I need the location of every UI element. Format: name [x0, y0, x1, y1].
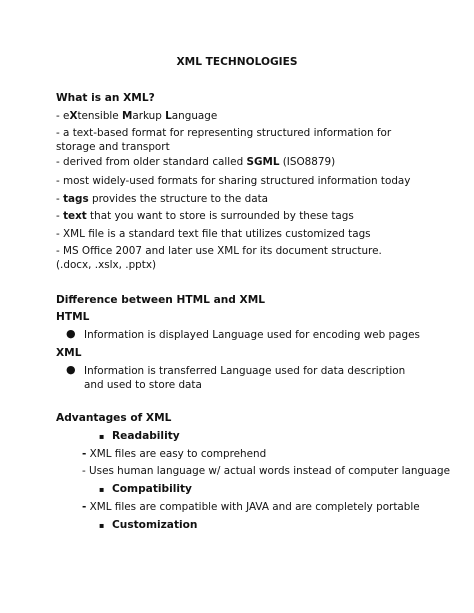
compatibility-point-1 [82, 500, 420, 514]
line-text: that you want to store is surrounded by these tags [86, 210, 354, 222]
readability-point-1 [82, 447, 266, 461]
bullet-icon: ● [66, 327, 76, 340]
definition-text: arkup [132, 110, 166, 122]
bold-term-tags: tags [63, 193, 89, 205]
document-title: XML TECHNOLOGIES [176, 56, 298, 68]
line-text: XML files are easy to comprehend [86, 448, 267, 460]
html-label: HTML [56, 311, 90, 323]
bold-term-text: text [63, 210, 87, 222]
bullet-icon: ● [66, 363, 76, 376]
definition-line [56, 109, 217, 123]
definition-letter-l: L [165, 110, 172, 122]
line-text: XML files are compatible with JAVA and are completely portable [86, 501, 420, 513]
definition-letter-x: X [69, 110, 78, 122]
line-text: (ISO8879) [279, 156, 336, 168]
section-heading-what-is-xml: What is an XML? [56, 92, 155, 104]
line-text: - derived from older standard called [56, 156, 247, 168]
definition-text: - e [56, 110, 70, 122]
bullet-icon: ▪ [99, 432, 105, 441]
html-bullet-text: Information is displayed Language used for encoding web pages [84, 329, 420, 341]
definition-text: anguage [171, 110, 218, 122]
xml-label: XML [56, 347, 82, 359]
xml-bullet-text: Information is transferred Language used for data description and used to store data [84, 365, 406, 391]
line-text-based-format: - a text-based format for representing structured information for storage and transport [56, 127, 392, 153]
line-text: - [56, 193, 64, 205]
readability-point-2: - Uses human language w/ actual words instead of computer language [82, 465, 450, 477]
line-widely-used: - most widely-used formats for sharing structured information today [56, 175, 411, 187]
line-ms-office: - MS Office 2007 and later use XML for its document structure. (.docx, .xslx, .pptx) [56, 245, 382, 271]
section-heading-difference: Difference between HTML and XML [56, 294, 266, 306]
advantage-customization: Customization [112, 519, 198, 531]
definition-text: tensible [77, 110, 122, 122]
line-text: - [56, 210, 64, 222]
line-tags [56, 192, 268, 206]
definition-letter-m: M [122, 110, 133, 122]
line-xml-file: - XML file is a standard text file that utilizes customized tags [56, 228, 371, 240]
bullet-icon: ▪ [99, 521, 105, 530]
advantage-readability: Readability [112, 430, 180, 442]
dash-mark: - [82, 448, 87, 460]
bullet-icon: ▪ [99, 485, 105, 494]
section-heading-advantages: Advantages of XML [56, 412, 172, 424]
bold-term-sgml: SGML [246, 156, 280, 168]
dash-mark: - [82, 501, 87, 513]
advantage-compatibility: Compatibility [112, 483, 192, 495]
line-text-stored [56, 209, 354, 223]
line-sgml [56, 155, 335, 169]
line-text: provides the structure to the data [88, 193, 269, 205]
